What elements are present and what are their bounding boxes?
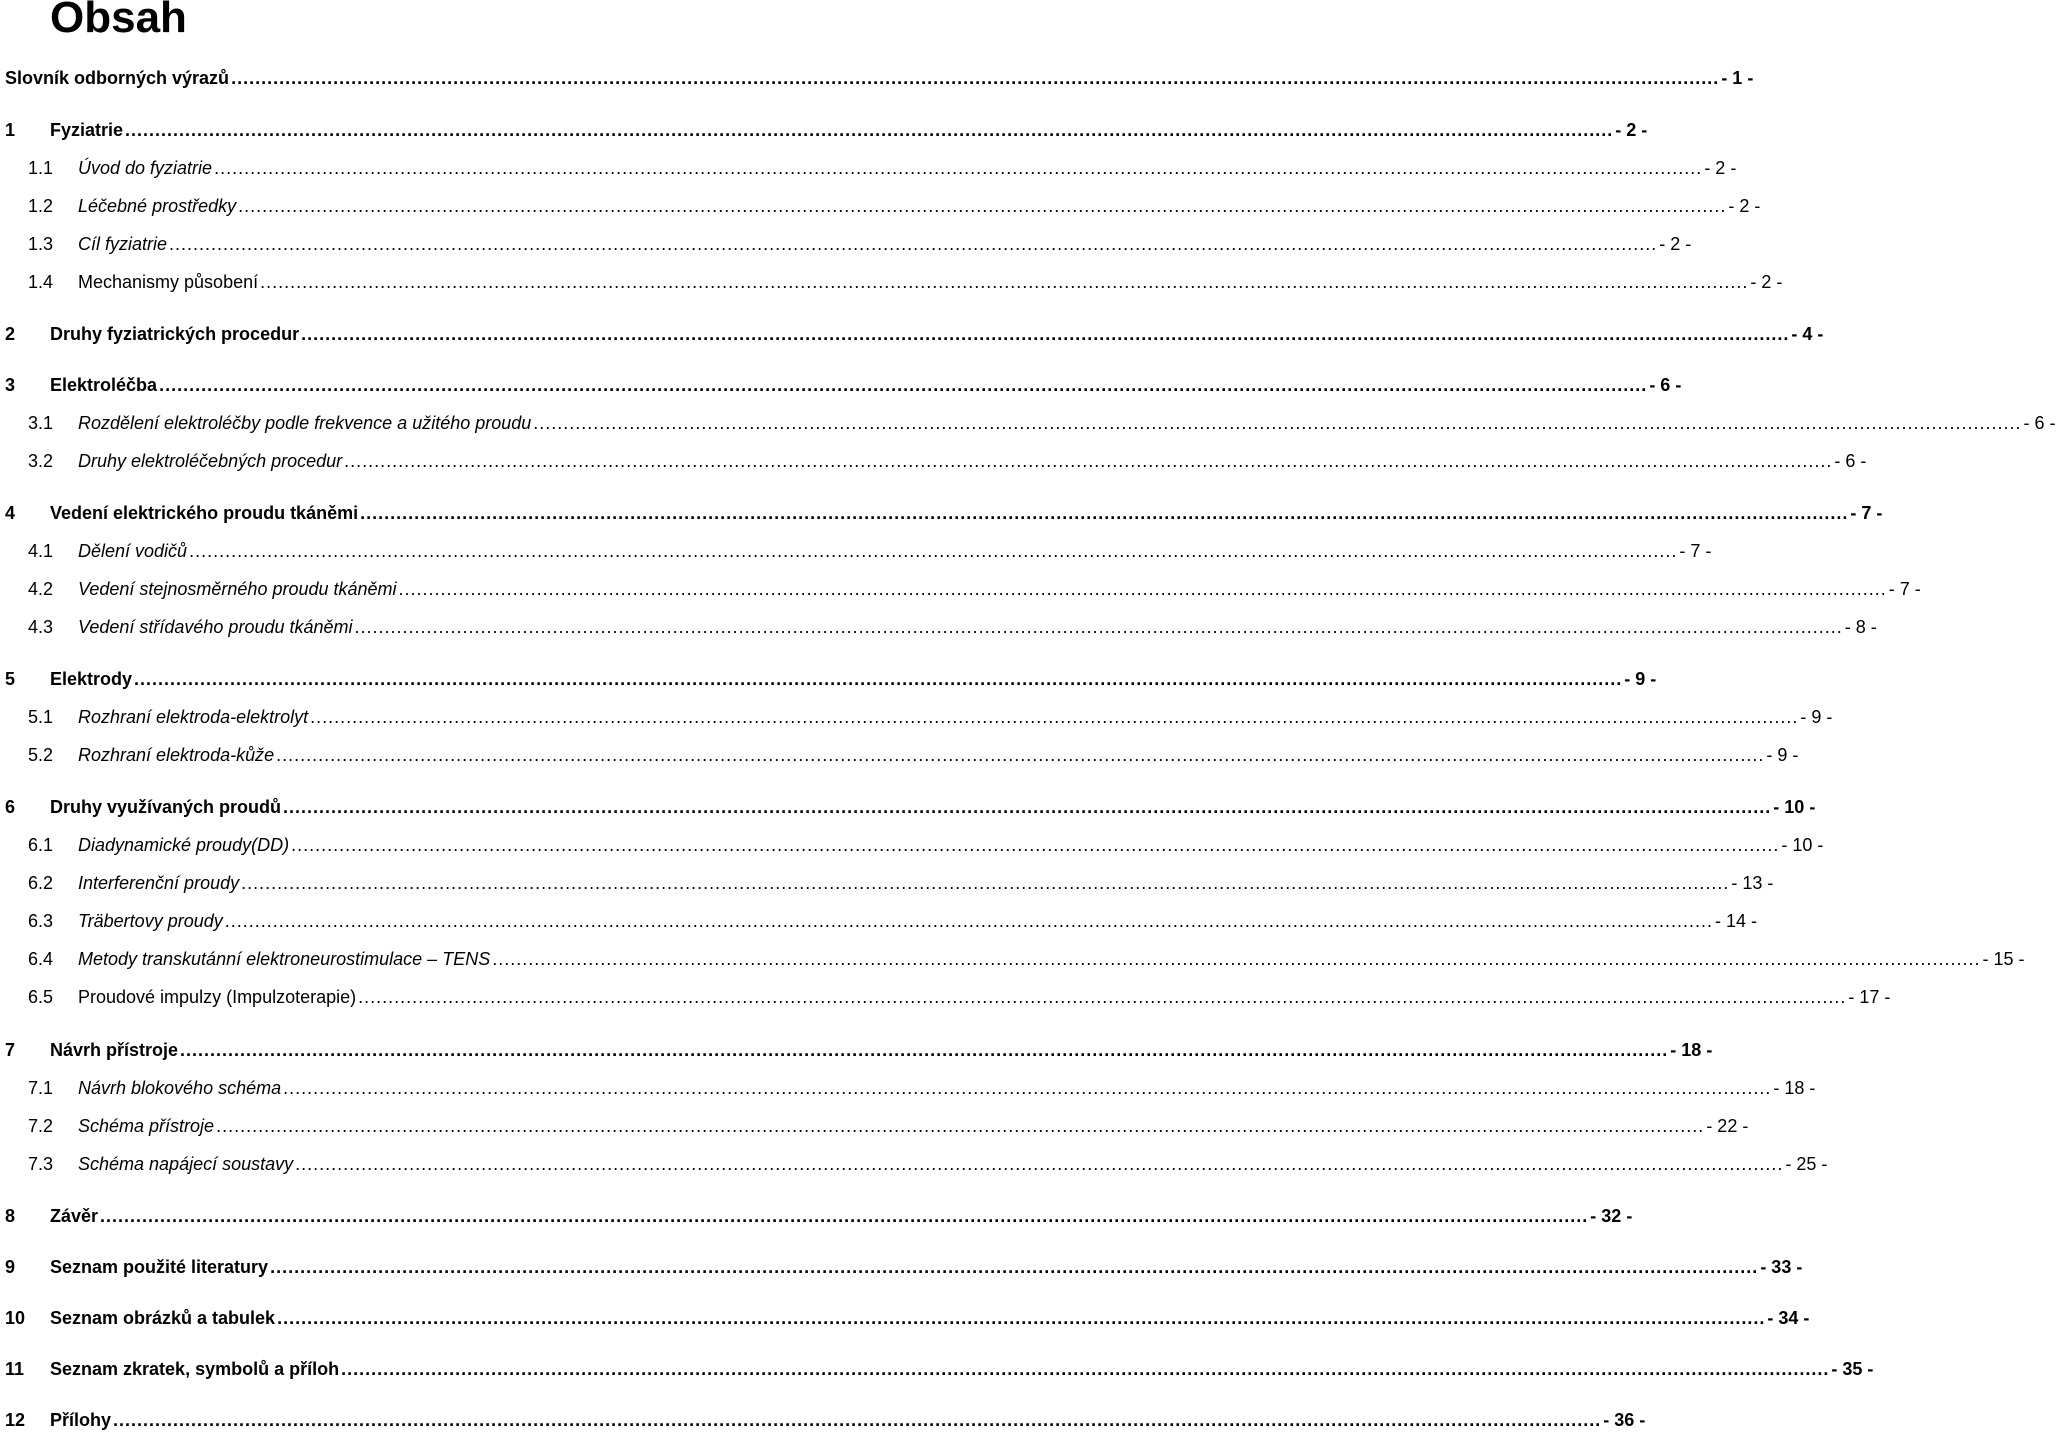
toc-entry-number: 4.1 xyxy=(28,541,54,561)
toc-entry-title: Seznam obrázků a tabulek xyxy=(50,1308,276,1328)
toc-entry-title: Slovník odborných výrazů xyxy=(5,68,230,88)
toc-entry-page: - 7 - xyxy=(1888,579,1921,599)
toc-entry-page: - 6 - xyxy=(1649,375,1682,395)
toc-entry-section-6-2[interactable] xyxy=(0,871,1774,895)
toc-entry-title: Fyziatrie xyxy=(50,120,124,140)
toc-entry-page: - 2 - xyxy=(1750,272,1783,292)
toc-entry-page: - 1 - xyxy=(1721,68,1754,88)
toc-entry-title: Vedení stejnosměrného proudu tkáněmi xyxy=(78,579,397,599)
toc-entry-chapter-6[interactable] xyxy=(0,795,1816,819)
toc-entry-page: - 32 - xyxy=(1590,1206,1633,1226)
toc-entry-title: Schéma přístroje xyxy=(78,1116,215,1136)
toc-entry-page: - 9 - xyxy=(1766,745,1799,765)
toc-leader-dots xyxy=(276,743,1764,767)
toc-entry-number: 5.2 xyxy=(28,745,54,765)
toc-entry-chapter-8[interactable] xyxy=(0,1204,1633,1228)
toc-entry-section-3-1[interactable] xyxy=(0,411,2056,435)
toc-entry-number: 10 xyxy=(5,1308,26,1328)
toc-entry-page: - 13 - xyxy=(1731,873,1774,893)
toc-entry-title: Träbertovy proudy xyxy=(78,911,223,931)
toc-entry-page: - 34 - xyxy=(1767,1308,1810,1328)
toc-entry-section-3-2[interactable] xyxy=(0,449,1867,473)
toc-entry-number: 3.1 xyxy=(28,413,54,433)
toc-entry-page: - 9 - xyxy=(1800,707,1833,727)
toc-entry-section-1-1[interactable] xyxy=(0,156,1737,180)
toc-entry-number: 5 xyxy=(5,669,16,689)
toc-leader-dots xyxy=(358,985,1846,1009)
toc-entry-number: 7.3 xyxy=(28,1154,54,1174)
toc-leader-dots xyxy=(216,1114,1704,1138)
toc-entry-section-7-1[interactable] xyxy=(0,1076,1816,1100)
toc-leader-dots xyxy=(270,1255,1758,1279)
toc-leader-dots xyxy=(283,795,1771,819)
toc-entry-section-5-2[interactable] xyxy=(0,743,1799,767)
toc-entry-section-7-2[interactable] xyxy=(0,1114,1749,1138)
toc-entry-title: Rozhraní elektroda-kůže xyxy=(78,745,275,765)
toc-leader-dots xyxy=(189,539,1677,563)
toc-leader-dots xyxy=(399,577,1887,601)
toc-leader-dots xyxy=(238,194,1726,218)
toc-entry-section-6-1[interactable] xyxy=(0,833,1824,857)
toc-entry-number: 4.2 xyxy=(28,579,54,599)
toc-leader-dots xyxy=(225,909,1713,933)
toc-entry-page: - 35 - xyxy=(1831,1359,1874,1379)
toc-leader-dots xyxy=(301,322,1789,346)
toc-entry-title: Rozdělení elektroléčby podle frekvence a užitého proudu xyxy=(78,413,532,433)
toc-entry-number: 6 xyxy=(5,797,16,817)
toc-entry-section-1-4[interactable] xyxy=(0,270,1783,294)
toc-entry-page: - 2 - xyxy=(1728,196,1761,216)
toc-entry-number: 1.3 xyxy=(28,234,54,254)
toc-leader-dots xyxy=(241,871,1729,895)
toc-entry-title: Seznam zkratek, symbolů a příloh xyxy=(50,1359,340,1379)
toc-entry-glossary[interactable] xyxy=(0,66,1754,90)
toc-entry-section-4-3[interactable] xyxy=(0,615,1877,639)
toc-entry-title: Metody transkutánní elektroneurostimulace – TENS xyxy=(78,949,491,969)
toc-entry-title: Diadynamické proudy(DD) xyxy=(78,835,290,855)
toc-leader-dots xyxy=(533,411,2021,435)
toc-entry-number: 9 xyxy=(5,1257,16,1277)
toc-entry-title: Schéma napájecí soustavy xyxy=(78,1154,294,1174)
toc-entry-number: 2 xyxy=(5,324,16,344)
toc-entry-title: Rozhraní elektroda-elektrolyt xyxy=(78,707,309,727)
toc-leader-dots xyxy=(180,1038,1668,1062)
toc-entry-page: - 18 - xyxy=(1670,1040,1713,1060)
toc-entry-page: - 10 - xyxy=(1773,797,1816,817)
toc-entry-title: Návrh přístroje xyxy=(50,1040,179,1060)
toc-leader-dots xyxy=(291,833,1779,857)
toc-entry-page: - 2 - xyxy=(1704,158,1737,178)
toc-entry-number: 7.2 xyxy=(28,1116,54,1136)
toc-entry-number: 6.2 xyxy=(28,873,54,893)
toc-entry-section-4-1[interactable] xyxy=(0,539,1712,563)
toc-entry-number: 5.1 xyxy=(28,707,54,727)
toc-entry-number: 1 xyxy=(5,120,16,140)
toc-leader-dots xyxy=(283,1076,1771,1100)
toc-entry-section-1-2[interactable] xyxy=(0,194,1761,218)
toc-entry-section-4-2[interactable] xyxy=(0,577,1921,601)
toc-entry-chapter-10[interactable] xyxy=(0,1306,1810,1330)
toc-entry-title: Úvod do fyziatrie xyxy=(78,158,213,178)
toc-entry-title: Léčebné prostředky xyxy=(78,196,237,216)
toc-entry-chapter-5[interactable] xyxy=(0,667,1657,691)
toc-leader-dots xyxy=(231,66,1719,90)
toc-entry-chapter-2[interactable] xyxy=(0,322,1824,346)
toc-entry-number: 11 xyxy=(5,1359,25,1379)
toc-entry-page: - 17 - xyxy=(1848,987,1891,1007)
toc-leader-dots xyxy=(100,1204,1588,1228)
toc-entry-page: - 4 - xyxy=(1791,324,1824,344)
toc-entry-title: Vedení elektrického proudu tkáněmi xyxy=(50,503,359,523)
toc-entry-section-1-3[interactable] xyxy=(0,232,1692,256)
toc-entry-number: 8 xyxy=(5,1206,16,1226)
toc-entry-page: - 2 - xyxy=(1659,234,1692,254)
toc-entry-number: 4 xyxy=(5,503,16,523)
toc-leader-dots xyxy=(344,449,1832,473)
toc-entry-section-6-5[interactable] xyxy=(0,985,1891,1009)
toc-entry-page: - 25 - xyxy=(1785,1154,1828,1174)
toc-entry-page: - 6 - xyxy=(2023,413,2056,433)
toc-entry-number: 6.3 xyxy=(28,911,54,931)
toc-entry-title: Elektrody xyxy=(50,669,133,689)
toc-entry-number: 4.3 xyxy=(28,617,54,637)
toc-leader-dots xyxy=(113,1408,1601,1432)
toc-entry-section-6-3[interactable] xyxy=(0,909,1757,933)
toc-leader-dots xyxy=(214,156,1702,180)
toc-entry-title: Cíl fyziatrie xyxy=(78,234,168,254)
toc-entry-page: - 8 - xyxy=(1844,617,1877,637)
toc-entry-number: 3 xyxy=(5,375,16,395)
toc-entry-number: 6.4 xyxy=(28,949,54,969)
toc-entry-title: Druhy fyziatrických procedur xyxy=(50,324,300,344)
toc-entry-title: Přílohy xyxy=(50,1410,112,1430)
toc-leader-dots xyxy=(310,705,1798,729)
toc-entry-page: - 7 - xyxy=(1850,503,1883,523)
toc-entry-page: - 14 - xyxy=(1714,911,1757,931)
toc-entry-title: Mechanismy působení xyxy=(78,272,259,292)
toc-entry-page: - 10 - xyxy=(1781,835,1824,855)
toc-entry-number: 12 xyxy=(5,1410,26,1430)
toc-entry-chapter-7[interactable] xyxy=(0,1038,1713,1062)
toc-entry-page: - 9 - xyxy=(1624,669,1657,689)
toc-entry-number: 7.1 xyxy=(28,1078,54,1098)
toc-leader-dots xyxy=(492,947,1980,971)
toc-entry-number: 1.4 xyxy=(28,272,54,292)
toc-entry-title: Druhy využívaných proudů xyxy=(50,797,282,817)
toc-entry-title: Vedení střídavého proudu tkáněmi xyxy=(78,617,353,637)
toc-entry-title: Elektroléčba xyxy=(50,375,158,395)
toc-entry-chapter-4[interactable] xyxy=(0,501,1883,525)
toc-entry-page: - 22 - xyxy=(1706,1116,1749,1136)
toc-entry-title: Návrh blokového schéma xyxy=(78,1078,282,1098)
toc-entry-section-5-1[interactable] xyxy=(0,705,1833,729)
toc-entry-title: Proudové impulzy (Impulzoterapie) xyxy=(78,987,357,1007)
toc-entry-chapter-1[interactable] xyxy=(0,118,1648,142)
toc-entry-section-7-3[interactable] xyxy=(0,1152,1828,1176)
toc-leader-dots xyxy=(360,501,1848,525)
toc-entry-number: 6.5 xyxy=(28,987,54,1007)
toc-entry-number: 1.2 xyxy=(28,196,54,216)
toc-leader-dots xyxy=(134,667,1622,691)
toc-leader-dots xyxy=(355,615,1843,639)
toc-leader-dots xyxy=(277,1306,1765,1330)
toc-entry-page: - 7 - xyxy=(1679,541,1712,561)
toc-entry-number: 3.2 xyxy=(28,451,54,471)
toc-leader-dots xyxy=(125,118,1613,142)
toc-entry-title: Dělení vodičů xyxy=(78,541,188,561)
toc-entry-chapter-12[interactable] xyxy=(0,1408,1646,1432)
toc-entry-page: - 36 - xyxy=(1603,1410,1646,1430)
toc-entry-page: - 18 - xyxy=(1773,1078,1816,1098)
toc-entry-page: - 6 - xyxy=(1834,451,1867,471)
toc-entry-number: 6.1 xyxy=(28,835,54,855)
toc-entry-title: Interferenční proudy xyxy=(78,873,240,893)
toc-entry-chapter-11[interactable] xyxy=(0,1357,1874,1381)
toc-leader-dots xyxy=(260,270,1748,294)
toc-entry-title: Seznam použité literatury xyxy=(50,1257,269,1277)
toc-entry-page: - 2 - xyxy=(1615,120,1648,140)
toc-leader-dots xyxy=(169,232,1657,256)
toc-entry-title: Závěr xyxy=(50,1206,99,1226)
toc-entry-title: Druhy elektroléčebných procedur xyxy=(78,451,343,471)
toc-entry-chapter-3[interactable] xyxy=(0,373,1682,397)
toc-entry-page: - 33 - xyxy=(1760,1257,1803,1277)
toc-entry-number: 1.1 xyxy=(28,158,54,178)
toc-entry-chapter-9[interactable] xyxy=(0,1255,1803,1279)
toc-entry-number: 7 xyxy=(5,1040,16,1060)
toc-entry-page: - 15 - xyxy=(1982,949,2025,969)
toc-leader-dots xyxy=(341,1357,1829,1381)
toc-entry-section-6-4[interactable] xyxy=(0,947,2025,971)
toc-heading: Obsah xyxy=(50,0,187,42)
toc-leader-dots xyxy=(159,373,1647,397)
toc-leader-dots xyxy=(295,1152,1783,1176)
